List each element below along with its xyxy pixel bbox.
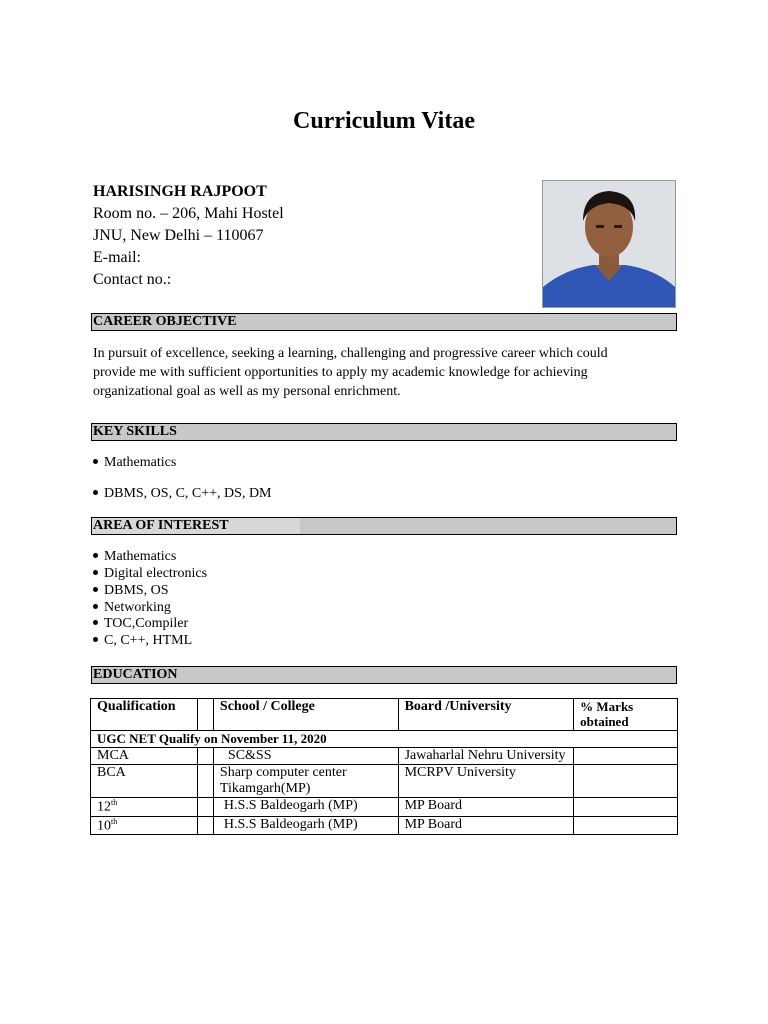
- spacer-cell: [197, 765, 213, 798]
- section-area-of-interest: [91, 517, 677, 535]
- section-career-objective: [91, 313, 677, 331]
- page-title: Curriculum Vitae: [293, 108, 475, 134]
- interest-text: Digital electronics: [104, 566, 208, 581]
- table-row: [91, 798, 678, 817]
- table-row: [91, 748, 678, 765]
- ordinal-suffix: th: [111, 816, 118, 826]
- education-table: [90, 698, 678, 835]
- table-row: [91, 816, 678, 835]
- section-heading: AREA OF INTEREST: [93, 518, 229, 533]
- skill-item: [93, 486, 272, 502]
- bullet-icon: [93, 570, 98, 575]
- interest-item: [93, 600, 171, 616]
- candidate-name: HARISINGH RAJPOOT: [93, 183, 267, 200]
- marks-cell: [574, 816, 678, 835]
- header-board: Board /University: [398, 699, 574, 731]
- interest-text: DBMS, OS: [104, 583, 169, 598]
- qualification-cell: BCA: [91, 765, 198, 798]
- school-cell: Sharp computer center Tikamgarh(MP): [213, 765, 398, 798]
- qualification-number: 10: [97, 818, 111, 834]
- bullet-icon: [93, 459, 98, 464]
- section-heading: KEY SKILLS: [93, 424, 177, 439]
- school-cell: H.S.S Baldeogarh (MP): [213, 798, 398, 817]
- board-cell: MP Board: [398, 798, 574, 817]
- school-cell: H.S.S Baldeogarh (MP): [213, 816, 398, 835]
- marks-cell: [574, 798, 678, 817]
- interest-item: [93, 566, 207, 582]
- board-cell: MCRPV University: [398, 765, 574, 798]
- skill-text: Mathematics: [104, 455, 177, 470]
- bullet-icon: [93, 587, 98, 592]
- career-objective-text: [93, 344, 673, 401]
- profile-photo: [542, 180, 676, 308]
- spacer-cell: [197, 748, 213, 765]
- address-line-2: JNU, New Delhi – 110067: [93, 227, 264, 244]
- qualification-number: 12: [97, 799, 111, 815]
- qualification-cell: [91, 798, 198, 817]
- bullet-icon: [93, 490, 98, 495]
- interest-item: [93, 549, 176, 565]
- bullet-icon: [93, 553, 98, 558]
- header-school: School / College: [213, 699, 398, 731]
- section-education: [91, 666, 677, 684]
- qualification-cell: [91, 816, 198, 835]
- interest-text: TOC,Compiler: [104, 616, 189, 631]
- table-row: [91, 765, 678, 798]
- interest-item: [93, 633, 192, 649]
- section-heading: CAREER OBJECTIVE: [93, 314, 237, 329]
- marks-cell: [574, 765, 678, 798]
- spacer-cell: [197, 798, 213, 817]
- paragraph-line: In pursuit of excellence, seeking a learning, challenging and progressive career which could: [93, 346, 608, 361]
- marks-cell: [574, 748, 678, 765]
- bullet-icon: [93, 637, 98, 642]
- table-header-row: [91, 699, 678, 731]
- person-photo-icon: [543, 181, 675, 307]
- address-line-1: Room no. – 206, Mahi Hostel: [93, 205, 284, 222]
- interest-text: Networking: [104, 600, 171, 615]
- qualification-cell: MCA: [91, 748, 198, 765]
- interest-text: C, C++, HTML: [104, 633, 193, 648]
- bullet-icon: [93, 620, 98, 625]
- bullet-icon: [93, 604, 98, 609]
- ordinal-suffix: th: [111, 798, 118, 807]
- section-key-skills: [91, 423, 677, 441]
- email-label: E-mail:: [93, 249, 141, 266]
- header-marks: % Marks obtained: [574, 699, 678, 731]
- section-heading: EDUCATION: [93, 667, 178, 682]
- ugc-net-note: UGC NET Qualify on November 11, 2020: [91, 731, 678, 748]
- spacer-cell: [197, 816, 213, 835]
- paragraph-line: provide me with sufficient opportunities to apply my academic knowledge for achieving: [93, 365, 588, 380]
- interest-text: Mathematics: [104, 549, 177, 564]
- interest-item: [93, 616, 188, 632]
- header-qualification: Qualification: [91, 699, 198, 731]
- skill-text: DBMS, OS, C, C++, DS, DM: [104, 486, 272, 501]
- table-note-row: [91, 731, 678, 748]
- interest-item: [93, 583, 169, 599]
- contact-label: Contact no.:: [93, 271, 172, 288]
- paragraph-line: organizational goal as well as my personal enrichment.: [93, 384, 401, 399]
- board-cell: Jawaharlal Nehru University: [398, 748, 574, 765]
- school-cell: SC&SS: [213, 748, 398, 765]
- header-spacer: [197, 699, 213, 731]
- skill-item: [93, 455, 176, 471]
- board-cell: MP Board: [398, 816, 574, 835]
